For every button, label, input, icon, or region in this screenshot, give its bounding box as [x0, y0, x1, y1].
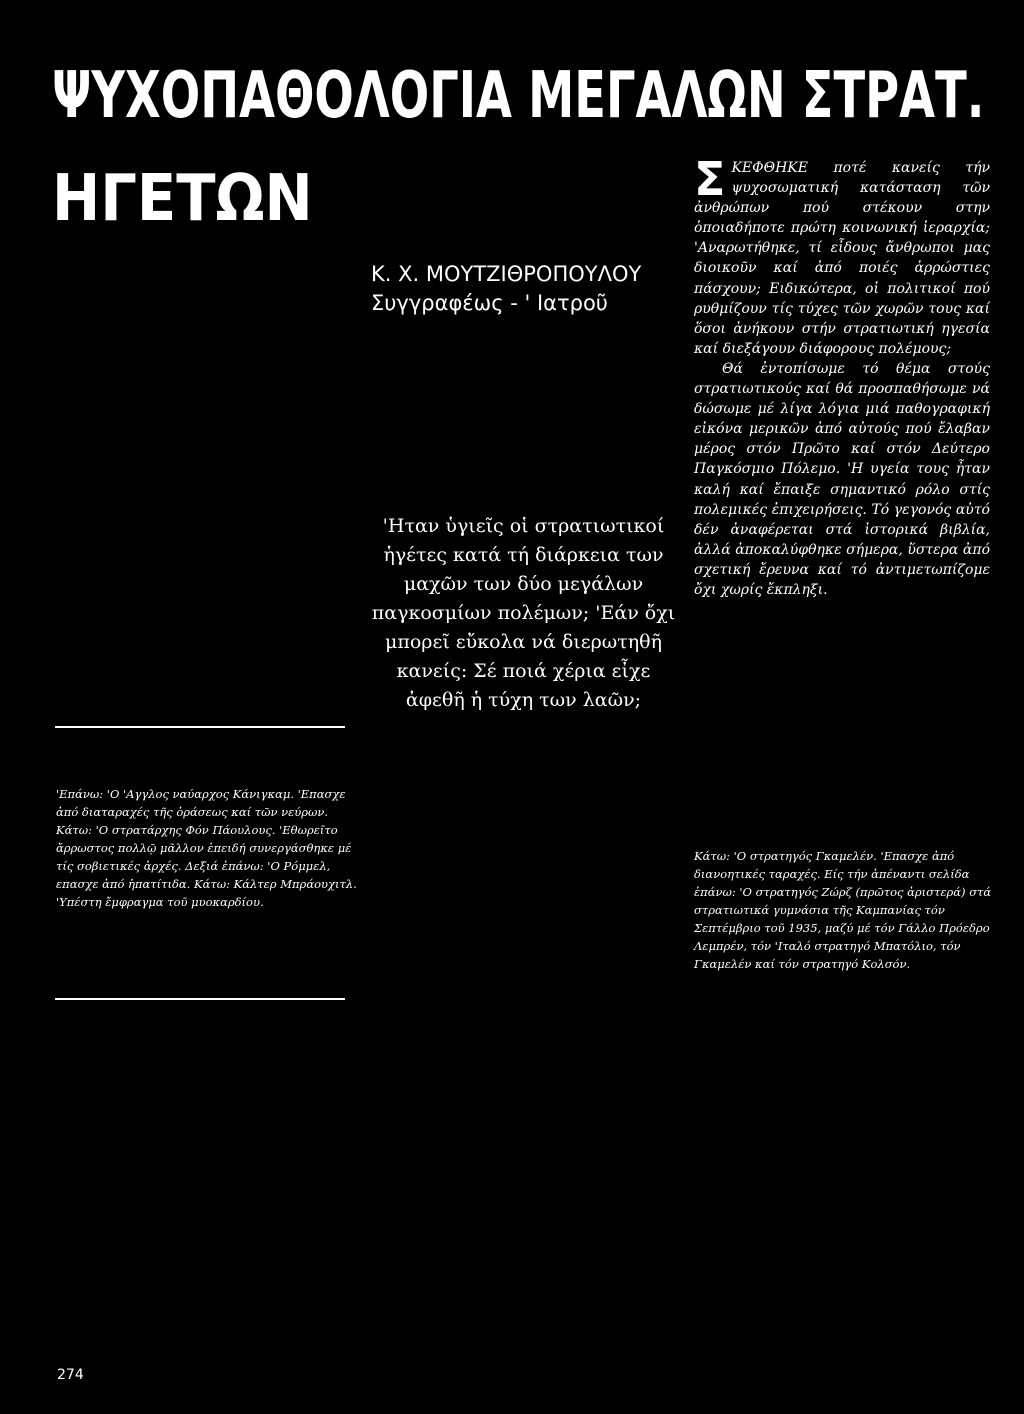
page-number: 274 [57, 1367, 84, 1383]
article-title-line-2: ΗΓΕΤΩΝ [52, 162, 313, 236]
author-name: Κ. Χ. ΜΟΥΤΖΙΘΡΟΠΟΥΛΟΥ [371, 262, 642, 286]
photo-caption-left: 'Επάνω: 'Ο 'Αγγλος ναύαρχος Κάνιγκαμ. 'Επασχε ἀπό διαταραχές τῆς ὁράσεως καί τῶν νεύρων. Κάτω: 'Ο στρατάρχης Φόν Πάουλους. 'Εθωρεῖτο ἄρρωστος πολλῷ μᾶλλον ἐπειδή συνεργάσθηκε μέ τίς σοβιετικές ἀρχές. Δεξιά ἐπάνω: 'Ο Ρόμμελ, επασχε ἀπό ἡπατίτιδα. Κάτω: Κάλτερ Μπράουχιτλ. 'Υπέστη ἔμφραγμα τοῦ μυοκαρδίου. [56, 787, 357, 909]
author-profession: Συγγραφέως - ' Ιατροῦ [371, 291, 608, 315]
lead-paragraph: 'Ηταν ὑγιεῖς οἱ στρατιωτικοί ἡγέτες κατά τή διάρκεια των μαχῶν των δύο μεγάλων παγκοσμίων πολέμων; 'Εάν ὄχι μπορεῖ εὔκολα νά διερωτηθῆ κανείς: Σέ ποιά χέρια εἶχε ἀφεθῆ ἡ τύχη των λαῶν; [371, 515, 676, 711]
caption-divider-top [55, 726, 345, 728]
article-body [694, 152, 990, 600]
drop-cap: Σ [694, 152, 726, 206]
body-paragraph-1 [694, 152, 990, 359]
photo-caption-right: Κάτω: 'Ο στρατηγός Γκαμελέν. 'Επασχε ἀπό διανοητικές ταραχές. Είς τήν ἀπέναντι σελίδα ἐπάνω: 'Ο στρατηγός Ζώρζ (πρῶτος ἀριστερά) στά στρατιωτικά γυμνάσια τῆς Καμπανίας τόν Σεπτέμβριο τοῦ 1935, μαζύ μέ τόν Γάλλο Πρόεδρο Λεμπρέν, τόν 'Ιταλό στρατηγό Μπατόλιο, τόν Γκαμελέν καί τόν στρατηγό Κολσόν. [694, 849, 992, 971]
body-paragraph-1-text: ΚΕΦΘΗΚΕ ποτέ κανείς τήν ψυχοσωματική κατάσταση τῶν ἀνθρώπων πού στέκουν στην ὁποιαδήποτε πρώτη κοινωνική ἱεραρχία; 'Αναρωτήθηκε, τί εἶδους ἄνθρωποι μας διοικοῦν καί ἀπό ποιές ἀρρώστιες πάσχουν; Ειδικώτερα, οἱ πολιτικοί πού ρυθμίζουν τίς τύχες τῶν χωρῶν τους καί ὅσοι ἀνήκουν στήν στρατιωτική ηγεσία καί διεξάγουν διάφορους πολέμους; [694, 160, 990, 357]
caption-divider-bottom [55, 998, 345, 1000]
body-paragraph-2: Θά ἐντοπίσωμε τό θέμα στούς στρατιωτικούς καί θά προσπαθήσωμε νά δώσωμε μέ λίγα λόγια μιά παθογραφική εἰκόνα μερικῶν ἀπό αὐτούς πού ἔλαβαν μέρος στόν Πρῶτο καί στόν Δεύτερο Παγκόσμιο Πόλεμο. 'Η υγεία τους ἦταν καλή καί ἔπαιξε σημαντικό ρόλο στίς πολεμικές ἐπιχειρήσεις. Τό γεγονός αὐτό δέν ἀναφέρεται στά ἱστορικά βιβλία, ἀλλά ἀποκαλύφθηκε σήμερα, ὕστερα ἀπό σχετική ἔρευνα καί τό ἀντιμετωπίζομε ὄχι χωρίς ἔκπληξι. [694, 360, 990, 598]
article-title-line-1: ΨΥΧΟΠΑΘΟΛΟΓΙΑ ΜΕΓΑΛΩΝ ΣΤΡΑΤ. [52, 59, 985, 133]
